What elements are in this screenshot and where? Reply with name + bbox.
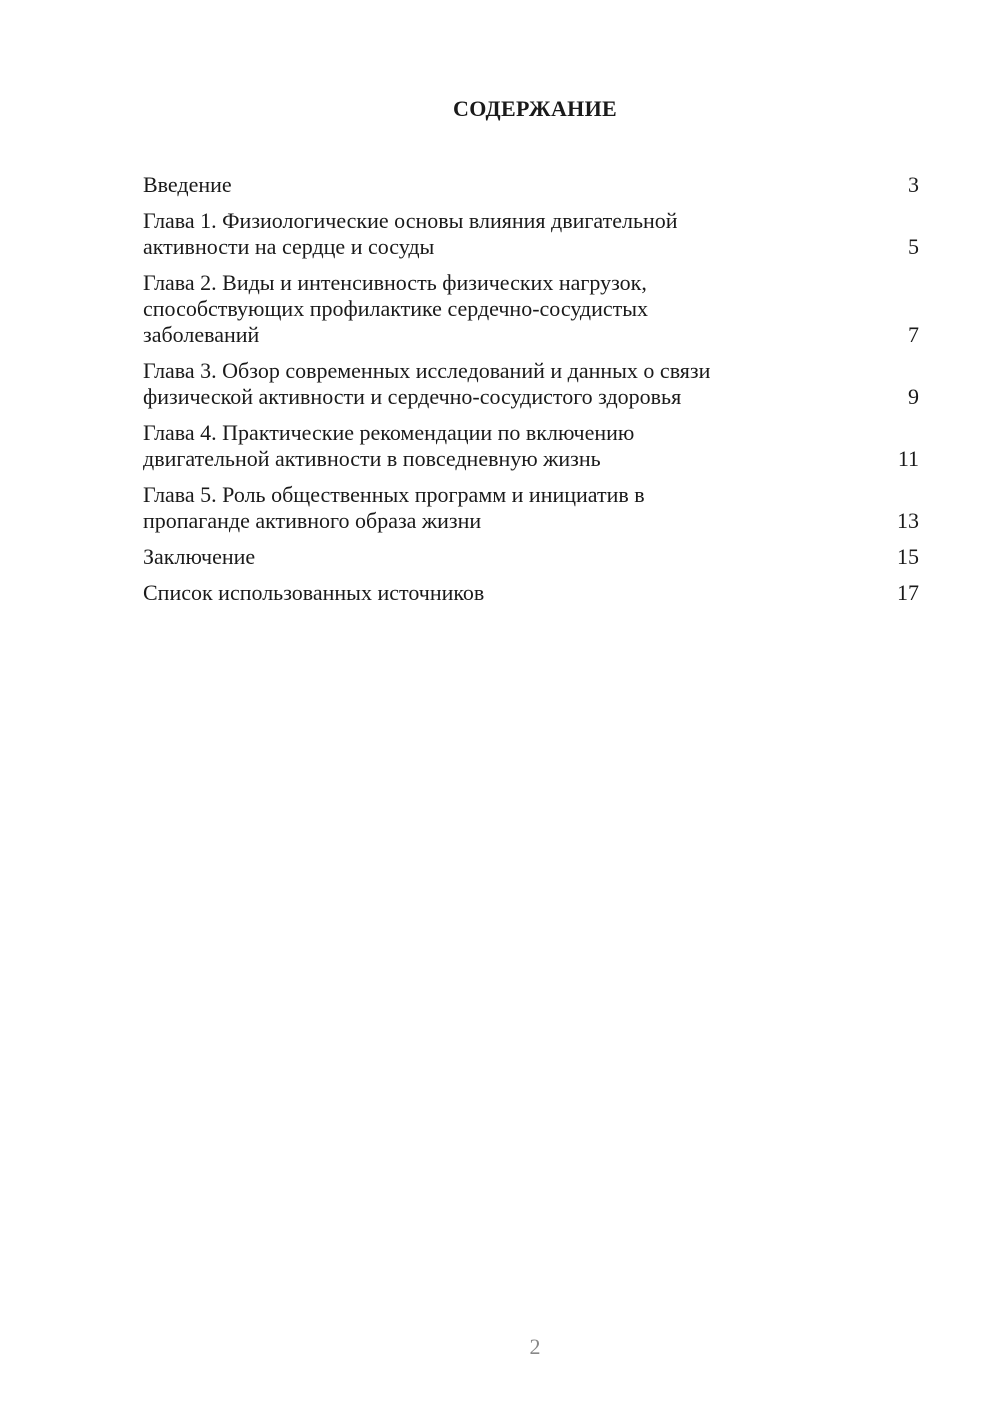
toc-entry-introduction[interactable] [143,172,919,198]
toc-entry-chapter-3[interactable] [143,358,919,410]
page-title: СОДЕРЖАНИЕ [453,96,617,121]
toc-entry-label: Введение [143,172,232,197]
toc-entry-chapter-4[interactable] [143,420,919,472]
toc-entry-page: 5 [908,234,919,259]
toc-entry-page: 11 [897,446,919,471]
toc-entry-chapter-1[interactable] [143,208,919,260]
toc-entry-chapter-2[interactable] [143,270,919,348]
toc-entry-label: Глава 2. Виды и интенсивность физических нагрузок, способствующих профилактике сердечно-сосудистых заболеваний [143,270,649,347]
toc-entry-label: Глава 5. Роль общественных программ и инициатив в пропаганде активного образа жизни [143,482,645,533]
table-of-contents [143,172,919,616]
toc-entry-conclusion[interactable] [143,544,919,570]
toc-entry-page: 9 [908,384,919,409]
toc-entry-chapter-5[interactable] [143,482,919,534]
toc-entry-label: Глава 1. Физиологические основы влияния двигательной активности на сердце и сосуды [143,208,678,259]
toc-entry-page: 3 [908,172,919,197]
toc-entry-label: Глава 3. Обзор современных исследований и данных о связи физической активности и сердечно-сосудистого здоровья [143,358,711,409]
toc-entry-label: Глава 4. Практические рекомендации по включению двигательной активности в повседневную жизнь [143,420,635,471]
toc-entry-page: 17 [897,580,919,605]
toc-entry-page: 13 [897,508,919,533]
toc-entry-label: Заключение [143,544,256,569]
toc-entry-page: 7 [908,322,919,347]
toc-entry-references[interactable] [143,580,919,606]
toc-entry-page: 15 [897,544,919,569]
toc-entry-label: Список использованных источников [143,580,485,605]
page-number: 2 [529,1334,541,1359]
